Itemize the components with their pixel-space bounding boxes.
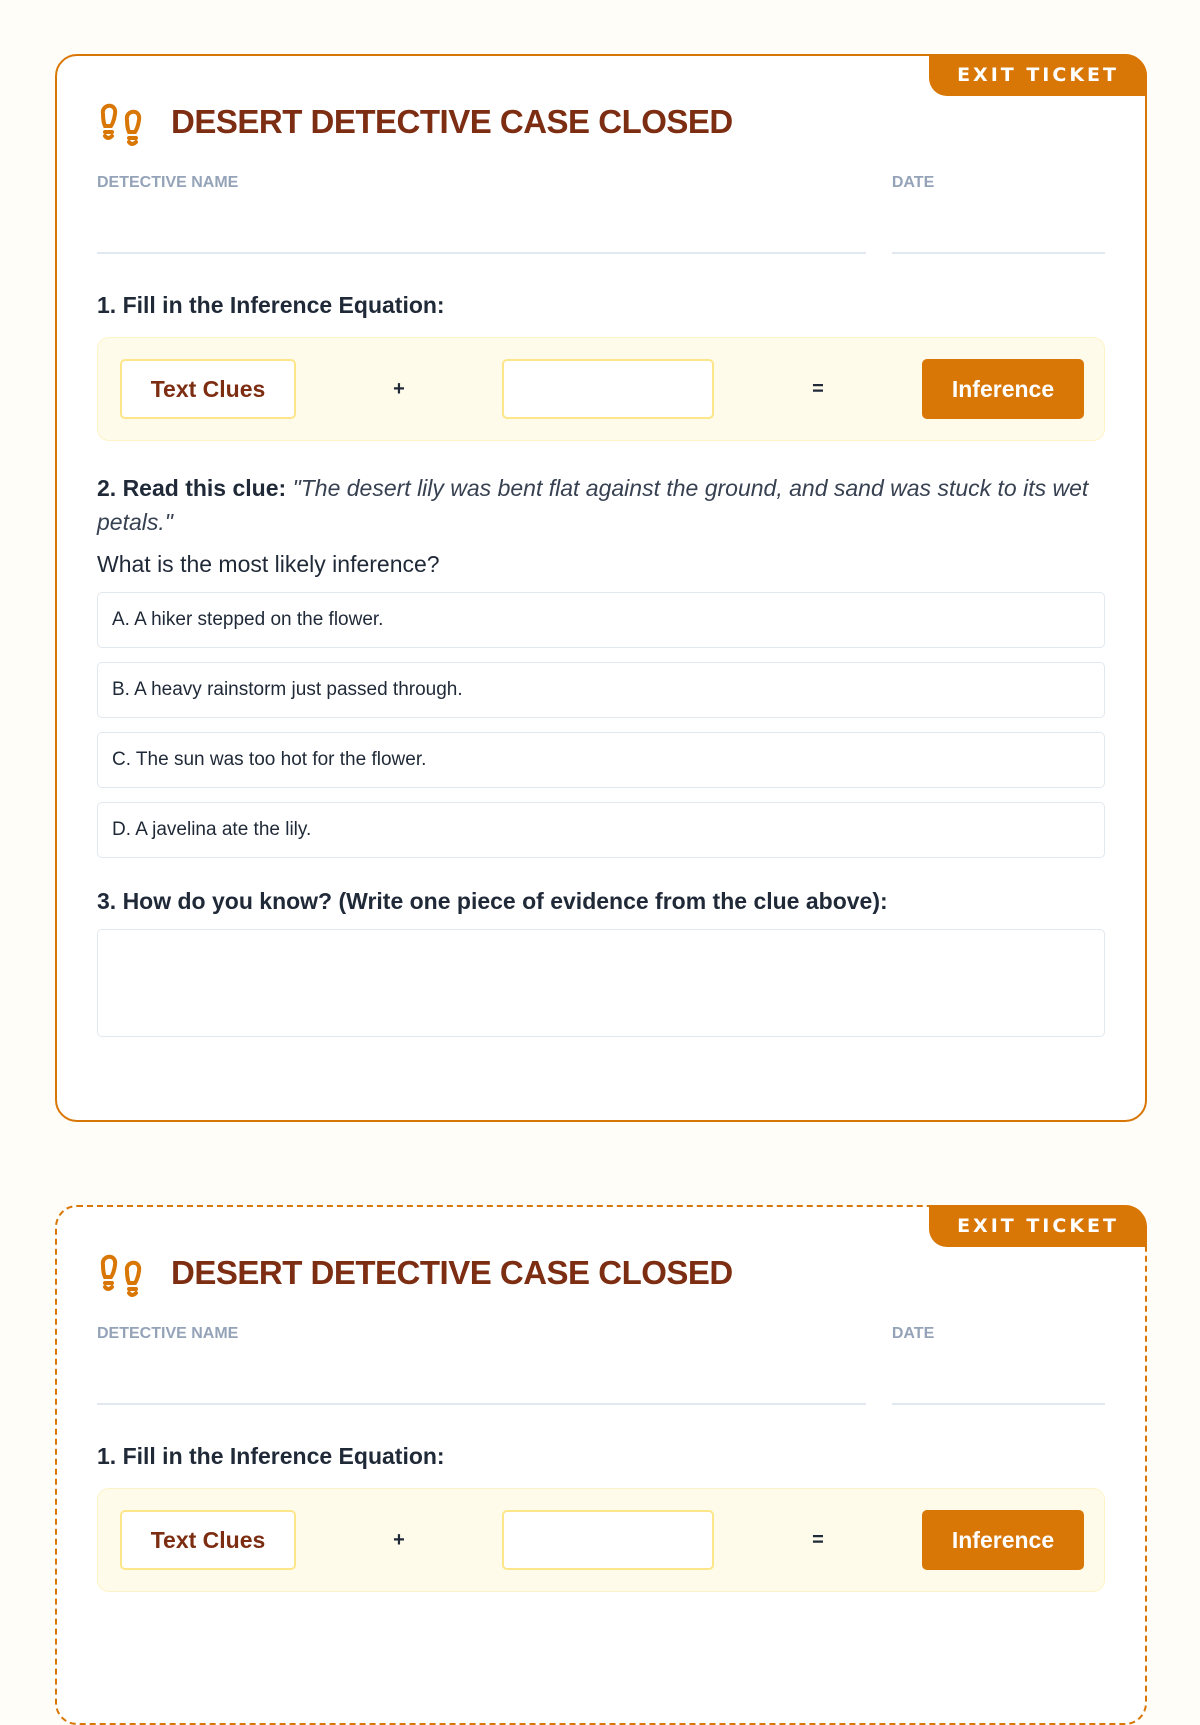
equation-equals: = <box>812 377 824 400</box>
equation-inference: Inference <box>922 359 1084 419</box>
exit-ticket-1 <box>55 54 1147 1122</box>
detective-name-label: DETECTIVE NAME <box>97 174 239 191</box>
inference-equation <box>97 1488 1105 1592</box>
date-label: DATE <box>891 174 935 191</box>
question-1: 1. Fill in the Inference Equation: <box>97 1443 445 1469</box>
question-2-label: 2. Read this clue: <box>97 475 287 501</box>
equation-equals: = <box>812 1528 824 1551</box>
exit-ticket-badge: EXIT TICKET <box>929 54 1147 96</box>
evidence-answer-box[interactable] <box>97 929 1105 1037</box>
question-3: 3. How do you know? (Write one piece of evidence from the clue above): <box>97 888 888 914</box>
equation-blank[interactable] <box>502 359 714 419</box>
equation-plus: + <box>393 1528 405 1551</box>
option-c[interactable]: C. The sun was too hot for the flower. <box>97 732 1105 788</box>
equation-text-clues: Text Clues <box>120 1510 296 1570</box>
detective-name-line[interactable] <box>97 200 866 254</box>
option-a[interactable]: A. A hiker stepped on the flower. <box>97 592 1105 648</box>
date-line[interactable] <box>892 200 1105 254</box>
date-line[interactable] <box>892 1351 1105 1405</box>
ticket-title: DESERT DETECTIVE CASE CLOSED <box>171 1254 733 1291</box>
equation-plus: + <box>393 377 405 400</box>
ticket-header <box>97 94 1105 150</box>
date-label: DATE <box>891 1325 935 1342</box>
answer-options <box>97 592 1105 858</box>
equation-inference: Inference <box>922 1510 1084 1570</box>
exit-ticket-badge: EXIT TICKET <box>929 1205 1147 1247</box>
exit-ticket-2 <box>55 1205 1147 1725</box>
detective-name-line[interactable] <box>97 1351 866 1405</box>
question-2-clue: "The desert lily was bent flat against the ground, and sand was stuck to its wet petals." <box>97 475 1089 535</box>
question-2-prompt: What is the most likely inference? <box>97 551 440 577</box>
detective-name-field[interactable] <box>97 174 866 254</box>
question-2 <box>97 471 1105 539</box>
inference-equation <box>97 337 1105 441</box>
option-d[interactable]: D. A javelina ate the lily. <box>97 802 1105 858</box>
student-fields <box>97 174 1105 254</box>
footprints-icon <box>97 1247 147 1299</box>
ticket-title: DESERT DETECTIVE CASE CLOSED <box>171 103 733 140</box>
option-b[interactable]: B. A heavy rainstorm just passed through. <box>97 662 1105 718</box>
equation-text-clues: Text Clues <box>120 359 296 419</box>
date-field[interactable] <box>892 174 1105 254</box>
footprints-icon <box>97 96 147 148</box>
detective-name-label: DETECTIVE NAME <box>97 1325 239 1342</box>
question-1: 1. Fill in the Inference Equation: <box>97 292 445 318</box>
student-fields <box>97 1325 1105 1405</box>
equation-blank[interactable] <box>502 1510 714 1570</box>
ticket-header <box>97 1245 1105 1301</box>
date-field[interactable] <box>892 1325 1105 1405</box>
detective-name-field[interactable] <box>97 1325 866 1405</box>
